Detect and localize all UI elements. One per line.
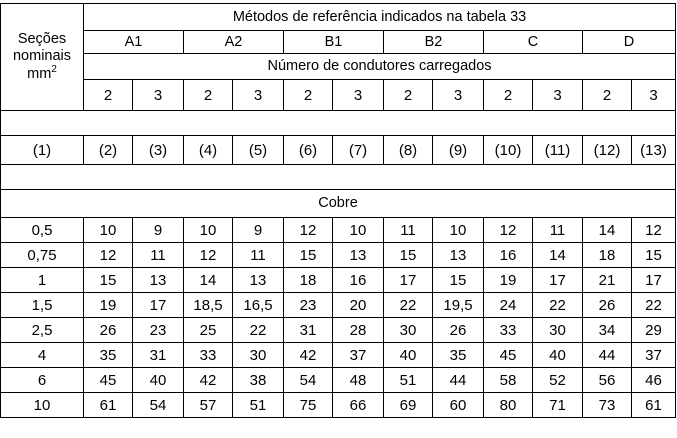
- ampacity-cell: 35: [433, 343, 484, 368]
- ampacity-cell: 22: [233, 318, 284, 343]
- table-row: [1, 393, 676, 418]
- section-title-row: [1, 190, 676, 218]
- ampacity-cell: 14: [533, 243, 583, 268]
- ampacity-cell: 56: [583, 368, 632, 393]
- method-b2: B2: [384, 31, 484, 54]
- conductor-count-cell: 2: [84, 80, 133, 111]
- table-row: [1, 268, 676, 293]
- ampacity-cell: 26: [84, 318, 133, 343]
- table-row: [1, 368, 676, 393]
- conductor-count-cell: 3: [632, 80, 676, 111]
- ampacity-cell: 13: [433, 243, 484, 268]
- ampacity-cell: 25: [184, 318, 233, 343]
- column-number-cell: (8): [384, 136, 433, 165]
- ampacity-cell: 18: [284, 268, 333, 293]
- methods-title: Métodos de referência indicados na tabela 33: [84, 4, 676, 31]
- blank-row-2: [1, 165, 676, 190]
- ampacity-cell: 35: [84, 343, 133, 368]
- table-row: [1, 318, 676, 343]
- sections-header-line1: Seções: [17, 30, 67, 47]
- column-numbers-row: [1, 136, 676, 165]
- conductor-count-cell: 2: [484, 80, 533, 111]
- table-row: [1, 243, 676, 268]
- ampacity-cell: 12: [284, 218, 333, 243]
- header-row-conductors-title: [1, 54, 676, 80]
- table-row: [1, 343, 676, 368]
- method-c: C: [484, 31, 583, 54]
- ampacity-cell: 73: [583, 393, 632, 418]
- blank-row-1: [1, 111, 676, 136]
- conductor-count-cell: 3: [433, 80, 484, 111]
- ampacity-cell: 37: [333, 343, 384, 368]
- ampacity-cell: 11: [384, 218, 433, 243]
- ampacity-cell: 66: [333, 393, 384, 418]
- ampacity-cell: 23: [284, 293, 333, 318]
- ampacity-cell: 19: [84, 293, 133, 318]
- ampacity-cell: 17: [133, 293, 184, 318]
- ampacity-cell: 38: [233, 368, 284, 393]
- ampacity-cell: 30: [233, 343, 284, 368]
- ampacity-cell: 11: [233, 243, 284, 268]
- ampacity-cell: 9: [233, 218, 284, 243]
- table-row: [1, 293, 676, 318]
- ampacity-cell: 31: [133, 343, 184, 368]
- ampacity-cell: 58: [484, 368, 533, 393]
- ampacity-cell: 16: [333, 268, 384, 293]
- ampacity-cell: 17: [384, 268, 433, 293]
- ampacity-cell: 10: [333, 218, 384, 243]
- ampacity-cell: 61: [632, 393, 676, 418]
- ampacity-cell: 19: [484, 268, 533, 293]
- section-size-cell: 4: [1, 343, 84, 368]
- ampacity-cell: 13: [133, 268, 184, 293]
- column-number-cell: (4): [184, 136, 233, 165]
- ampacity-cell: 15: [284, 243, 333, 268]
- ampacity-cell: 17: [533, 268, 583, 293]
- section-title: Cobre: [1, 190, 676, 218]
- ampacity-cell: 15: [632, 243, 676, 268]
- ampacity-cell: 15: [433, 268, 484, 293]
- column-number-cell: (7): [333, 136, 384, 165]
- ampacity-cell: 22: [533, 293, 583, 318]
- conductor-count-cell: 3: [133, 80, 184, 111]
- ampacity-cell: 57: [184, 393, 233, 418]
- column-number-cell: (6): [284, 136, 333, 165]
- ampacity-cell: 24: [484, 293, 533, 318]
- ampacity-cell: 19,5: [433, 293, 484, 318]
- ampacity-cell: 40: [533, 343, 583, 368]
- ampacity-cell: 34: [583, 318, 632, 343]
- blank-cell: [1, 165, 676, 190]
- ampacity-cell: 13: [333, 243, 384, 268]
- ampacity-cell: 80: [484, 393, 533, 418]
- ampacity-cell: 12: [184, 243, 233, 268]
- sections-header-line2: nominais: [12, 47, 72, 64]
- ampacity-cell: 30: [533, 318, 583, 343]
- ampacity-cell: 14: [184, 268, 233, 293]
- ampacity-cell: 52: [533, 368, 583, 393]
- sections-header-unit: $mm^2$: [27, 64, 57, 83]
- method-a1: A1: [84, 31, 184, 54]
- ampacity-cell: 12: [484, 218, 533, 243]
- ampacity-cell: 9: [133, 218, 184, 243]
- ampacity-cell: 54: [284, 368, 333, 393]
- column-number-cell: (1): [1, 136, 84, 165]
- ampacity-cell: 11: [133, 243, 184, 268]
- ampacity-cell: 33: [484, 318, 533, 343]
- method-a2: A2: [184, 31, 284, 54]
- ampacity-cell: 54: [133, 393, 184, 418]
- ampacity-cell: 45: [484, 343, 533, 368]
- ampacity-cell: 44: [583, 343, 632, 368]
- section-size-cell: 0,5: [1, 218, 84, 243]
- ampacity-cell: 22: [632, 293, 676, 318]
- section-size-cell: 10: [1, 393, 84, 418]
- ampacity-cell: 33: [184, 343, 233, 368]
- ampacity-cell: 45: [84, 368, 133, 393]
- ampacity-table: [0, 3, 676, 418]
- ampacity-cell: 12: [632, 218, 676, 243]
- header-row-method-names: [1, 31, 676, 54]
- ampacity-cell: 46: [632, 368, 676, 393]
- ampacity-cell: 13: [233, 268, 284, 293]
- ampacity-cell: 23: [133, 318, 184, 343]
- ampacity-cell: 44: [433, 368, 484, 393]
- sections-header-cell: [1, 4, 84, 111]
- ampacity-cell: 16: [484, 243, 533, 268]
- ampacity-cell: 40: [384, 343, 433, 368]
- section-size-cell: 2,5: [1, 318, 84, 343]
- ampacity-cell: 26: [433, 318, 484, 343]
- ampacity-cell: 11: [533, 218, 583, 243]
- column-number-cell: (11): [533, 136, 583, 165]
- column-number-cell: (10): [484, 136, 533, 165]
- table-row: [1, 218, 676, 243]
- header-row-conductor-counts: [1, 80, 676, 111]
- ampacity-cell: 37: [632, 343, 676, 368]
- section-size-cell: 0,75: [1, 243, 84, 268]
- column-number-cell: (13): [632, 136, 676, 165]
- ampacity-cell: 15: [84, 268, 133, 293]
- column-number-cell: (5): [233, 136, 284, 165]
- conductor-count-cell: 2: [583, 80, 632, 111]
- ampacity-cell: 60: [433, 393, 484, 418]
- conductor-count-cell: 3: [533, 80, 583, 111]
- column-number-cell: (12): [583, 136, 632, 165]
- ampacity-cell: 22: [384, 293, 433, 318]
- method-b1: B1: [284, 31, 384, 54]
- ampacity-cell: 10: [84, 218, 133, 243]
- ampacity-cell: 42: [284, 343, 333, 368]
- ampacity-cell: 15: [384, 243, 433, 268]
- header-row-methods: [1, 4, 676, 31]
- ampacity-cell: 20: [333, 293, 384, 318]
- ampacity-cell: 51: [384, 368, 433, 393]
- conductors-title: Número de condutores carregados: [84, 54, 676, 80]
- ampacity-cell: 48: [333, 368, 384, 393]
- section-size-cell: 1,5: [1, 293, 84, 318]
- ampacity-cell: 14: [583, 218, 632, 243]
- ampacity-cell: 16,5: [233, 293, 284, 318]
- method-d: D: [583, 31, 676, 54]
- section-size-cell: 1: [1, 268, 84, 293]
- ampacity-cell: 17: [632, 268, 676, 293]
- conductor-count-cell: 2: [284, 80, 333, 111]
- conductor-count-cell: 3: [233, 80, 284, 111]
- ampacity-cell: 18: [583, 243, 632, 268]
- ampacity-cell: 42: [184, 368, 233, 393]
- column-number-cell: (2): [84, 136, 133, 165]
- ampacity-cell: 51: [233, 393, 284, 418]
- section-size-cell: 6: [1, 368, 84, 393]
- ampacity-cell: 30: [384, 318, 433, 343]
- column-number-cell: (9): [433, 136, 484, 165]
- ampacity-cell: 69: [384, 393, 433, 418]
- ampacity-cell: 12: [84, 243, 133, 268]
- conductor-count-cell: 2: [184, 80, 233, 111]
- column-number-cell: (3): [133, 136, 184, 165]
- ampacity-cell: 31: [284, 318, 333, 343]
- ampacity-cell: 18,5: [184, 293, 233, 318]
- ampacity-cell: 21: [583, 268, 632, 293]
- ampacity-cell: 26: [583, 293, 632, 318]
- ampacity-cell: 29: [632, 318, 676, 343]
- ampacity-cell: 10: [184, 218, 233, 243]
- ampacity-cell: 61: [84, 393, 133, 418]
- conductor-count-cell: 3: [333, 80, 384, 111]
- ampacity-cell: 28: [333, 318, 384, 343]
- ampacity-cell: 75: [284, 393, 333, 418]
- ampacity-cell: 40: [133, 368, 184, 393]
- ampacity-cell: 71: [533, 393, 583, 418]
- blank-cell: [1, 111, 676, 136]
- ampacity-cell: 10: [433, 218, 484, 243]
- conductor-count-cell: 2: [384, 80, 433, 111]
